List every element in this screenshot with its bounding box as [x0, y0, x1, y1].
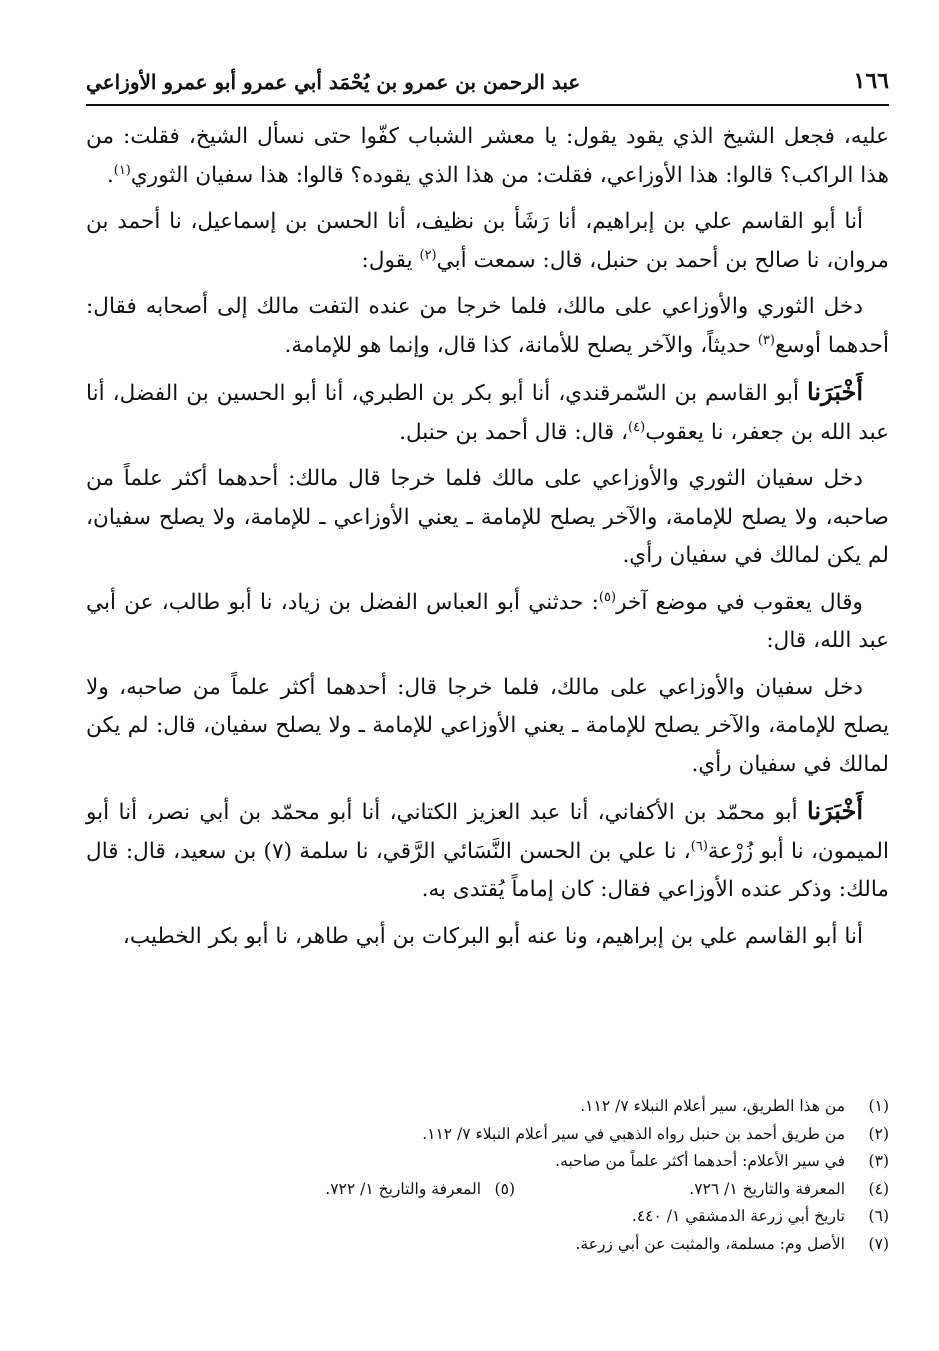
paragraph-tail: ، نا علي بن الحسن النَّسَائي الرَّقي، نا سلمة (٧) بن سعيد، قال: قال مالك: وذكر عنده الأوزاعي فقال: كان إماماً يُقتدى به.: [86, 838, 889, 902]
footnote-number: (٥): [494, 1179, 515, 1198]
footnote-ref: (٥): [598, 589, 617, 605]
paragraph: [86, 669, 889, 785]
paragraph-text: أنا أبو القاسم علي بن إبراهيم، أنا رَشَأ بن نظيف، أنا الحسن بن إسماعيل، نا أحمد بن مروان، نا صالح بن أحمد بن حنبل، قال: سمعت أبي: [86, 209, 889, 273]
paragraph-text: أبو القاسم بن السّمرقندي، أنا أبو بكر بن الطبري، أنا أبو الحسين بن الفضل، أنا عبد الله بن جعفر، نا يعقوب: [86, 381, 889, 445]
paragraph-tail: ، قال: قال أحمد بن حنبل.: [399, 419, 629, 445]
footnote-number: (٧): [868, 1234, 889, 1253]
footnote-number: (٦): [868, 1207, 889, 1225]
footnote: [86, 1121, 889, 1149]
footnote-text: تاريخ أبي زرعة الدمشقي ١/ ٤٤٠.: [631, 1207, 845, 1225]
footnote-ref: (٢): [419, 247, 437, 263]
paragraph-text: دخل سفيان والأوزاعي على مالك، فلما خرجا قال: أحدهما أكثر علماً من صاحبه، ولا يصلح للإمامة، والآخر يصلح للإمامة ـ يعني الأوزاعي للإمامة ـ ولا يصلح سفيان، قال: لم يكن لمالك في سفيان رأي.: [86, 674, 889, 777]
running-title: عبد الرحمن بن عمرو بن يُحْمَد أبي عمرو أبو عمرو الأوزاعي: [86, 70, 581, 94]
footnote-text: في سير الأعلام: أحدهما أكثر علماً من صاحبه.: [555, 1152, 845, 1170]
footnote: [86, 1176, 889, 1204]
footnote-ref: (١): [113, 162, 131, 178]
footnote: [86, 1148, 889, 1176]
akhbarana-lead: أَخْبَرَنا: [807, 796, 863, 825]
footnote: [86, 1231, 889, 1259]
footnote-number: (٣): [868, 1152, 889, 1170]
page-number: ١٦٦: [853, 68, 889, 94]
footnote-text: الأصل وم: مسلمة، والمثبت عن أبي زرعة.: [575, 1234, 845, 1253]
footnote-number: (٢): [868, 1124, 889, 1143]
main-text: [86, 118, 889, 956]
akhbarana-lead: أَخْبَرَنا: [807, 377, 863, 406]
running-header: [86, 60, 889, 106]
paragraph-tail: يقول:: [361, 247, 413, 273]
paragraph: [86, 203, 889, 280]
footnote-ref: (٦): [690, 838, 708, 854]
paragraph-tail: .: [106, 162, 114, 188]
paragraph-text: وقال يعقوب في موضع آخر: [616, 589, 863, 615]
footnote: [86, 1203, 889, 1231]
paragraph-text: دخل الثوري والأوزاعي على مالك، فلما خرجا من عنده التفت مالك إلى أصحابه فقال: أحدهما أوسع: [86, 294, 889, 358]
paragraph-text: أنا أبو القاسم علي بن إبراهيم، ونا عنه أبو البركات بن أبي طاهر، نا أبو بكر الخطيب،: [122, 923, 863, 949]
footnote-number: (٤): [868, 1179, 889, 1198]
footnote-number: (١): [868, 1097, 889, 1115]
paragraph-text: أبو محمّد بن الأكفاني، أنا عبد العزيز الكتاني، أنا أبو محمّد بن أبي نصر، أنا أبو الميمون، نا أبو زُرْعة: [86, 800, 889, 864]
paragraph: [86, 118, 889, 195]
paragraph: [86, 918, 889, 957]
footnote-ref: (٤): [628, 419, 646, 435]
paragraph: [86, 288, 889, 365]
footnote-text: من طريق أحمد بن حنبل رواه الذهبي في سير أعلام النبلاء ٧/ ١١٢.: [422, 1124, 845, 1143]
paragraph: [86, 792, 889, 910]
paragraph: [86, 584, 889, 661]
paragraph: [86, 373, 889, 452]
paragraph-tail: حديثاً، والآخر يصلح للأمانة، كذا قال، وإنما هو للإمامة.: [284, 332, 751, 358]
footnote: [86, 1093, 889, 1121]
footnote-pair: [325, 1176, 845, 1204]
paragraph: [86, 460, 889, 576]
paragraph-text: عليه، فجعل الشيخ الذي يقود يقول: يا معشر الشباب كفّوا حتى نسأل الشيخ، فقلت: من هذا الراكب؟ قالوا: هذا الأوزاعي، فقلت: من هذا الذي يقوده؟ قالوا: هذا سفيان الثوري: [86, 124, 889, 188]
footnote-text: المعرفة والتاريخ ١/ ٧٢٦.: [689, 1179, 845, 1198]
paragraph-tail: : حدثني أبو العباس الفضل بن زياد، نا أبو طالب، عن أبي عبد الله، قال:: [86, 589, 889, 653]
footnote-text: من هذا الطريق، سير أعلام النبلاء ٧/ ١١٢.: [580, 1097, 845, 1115]
footnote-text: المعرفة والتاريخ ١/ ٧٢٢.: [325, 1179, 481, 1198]
paragraph-text: دخل سفيان الثوري والأوزاعي على مالك فلما خرجا قال مالك: أحدهما أكثر علماً من صاحبه، ولا يصلح للإمامة، والآخر يصلح للإمامة ـ يعني الأوزاعي ـ للإمامة، ولا يصلح سفيان، لم يكن لمالك في سفيان رأي.: [86, 466, 889, 568]
footnote-ref: (٣): [757, 332, 775, 348]
footnotes: [86, 1093, 889, 1258]
